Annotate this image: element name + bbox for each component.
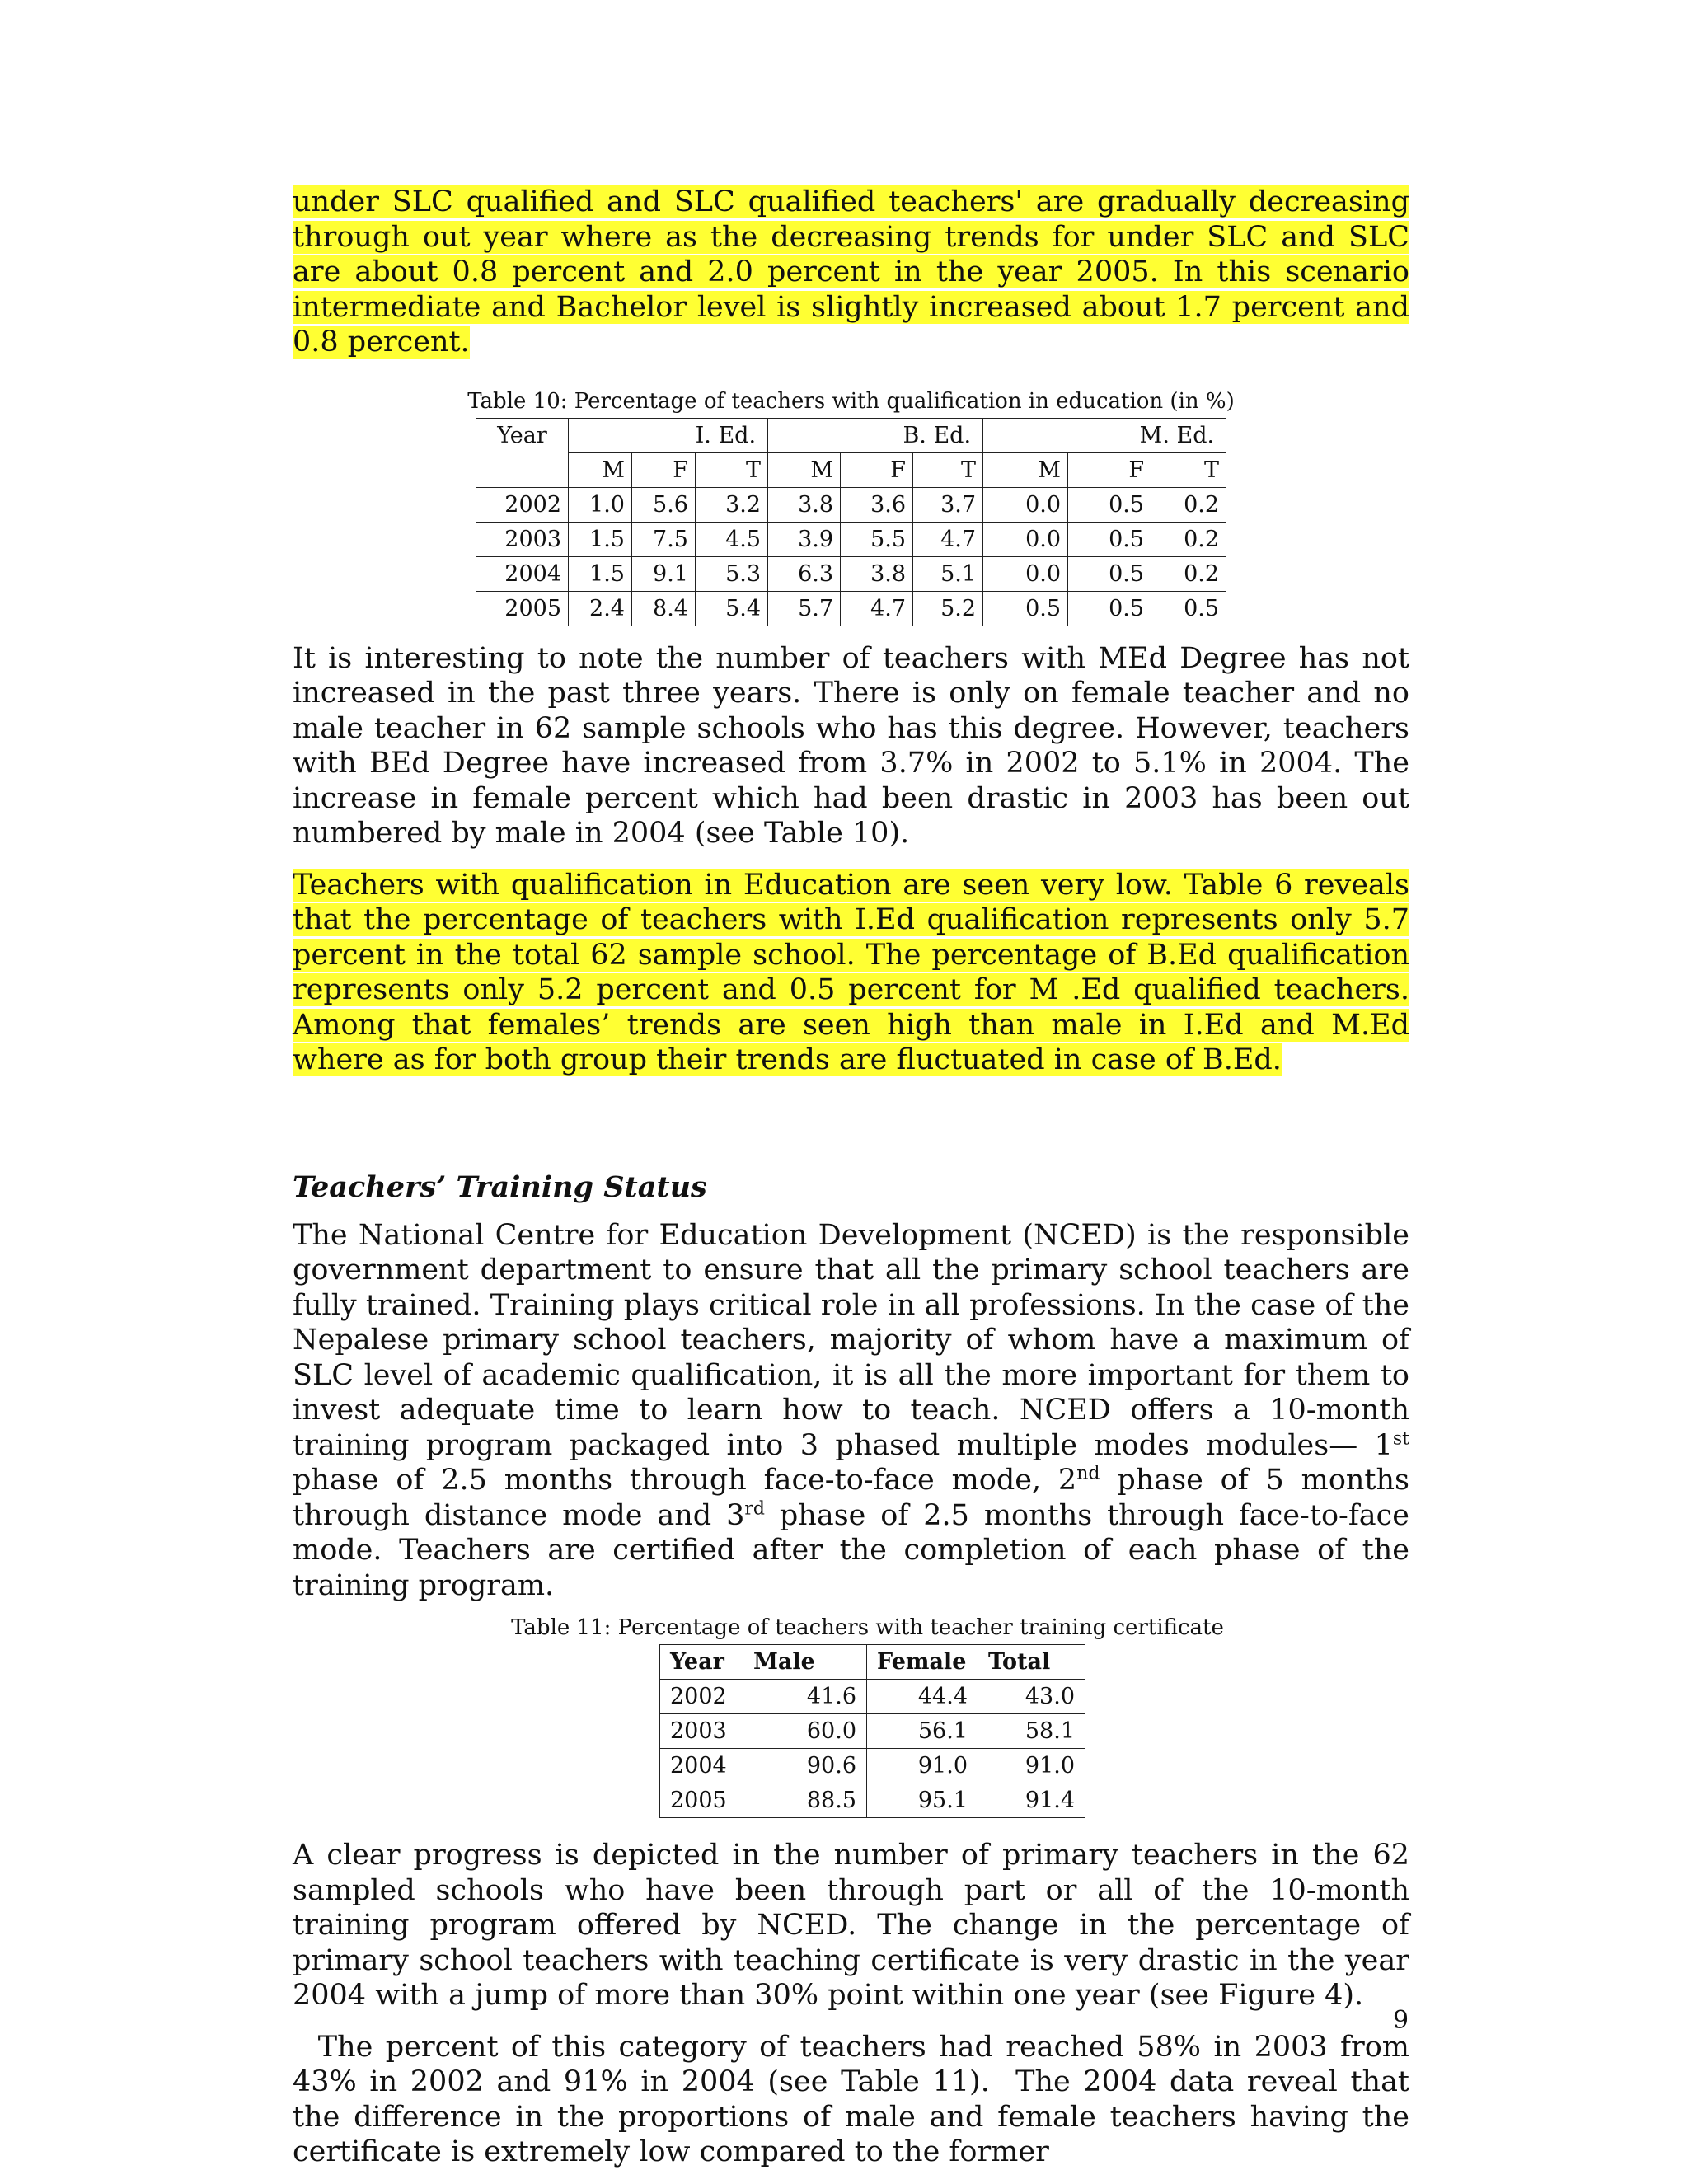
table-row xyxy=(660,1749,1085,1783)
table11-cell: 58.1 xyxy=(978,1714,1085,1749)
table10-cell: 0.5 xyxy=(1068,591,1151,626)
table10-cell: 2.4 xyxy=(569,591,632,626)
table10-cell: 0.5 xyxy=(1068,522,1151,556)
table-row xyxy=(476,591,1226,626)
table11-header-row xyxy=(660,1645,1085,1680)
table10-empty-cell xyxy=(476,452,569,487)
table-row xyxy=(660,1783,1085,1818)
table11-cell: 2003 xyxy=(660,1714,743,1749)
table11-header: Male xyxy=(743,1645,867,1680)
table10-cell: 8.4 xyxy=(632,591,696,626)
table10-cell: 1.0 xyxy=(569,487,632,522)
text-span: phase of 5 months through distance mode and 3 xyxy=(293,1464,1410,1532)
table10-cell: 4.7 xyxy=(841,591,913,626)
table10-sub-header: M xyxy=(983,452,1068,487)
table11-cell: 91.0 xyxy=(867,1749,978,1783)
table11-header: Year xyxy=(660,1645,743,1680)
table10-sub-header: M xyxy=(768,452,841,487)
table11-cell: 90.6 xyxy=(743,1749,867,1783)
table11-cell: 88.5 xyxy=(743,1783,867,1818)
table11-header: Female xyxy=(867,1645,978,1680)
table10-cell: 3.9 xyxy=(768,522,841,556)
table10-sub-header: F xyxy=(632,452,696,487)
table10-cell: 0.0 xyxy=(983,522,1068,556)
text-span: The National Centre for Education Development (NCED) is the responsible government department to ensure that all the primary school teachers are fully trained. Training plays critical role in all professions. In the case of the Nepalese primary school teachers, majority of whom have a maximum of SLC level of academic qualification, it is all the more important for them to invest adequate time to learn how to teach. NCED offers a 10-month training program packaged into 3 phased multiple modes modules— 1 xyxy=(293,1218,1409,1462)
table10-cell: 0.2 xyxy=(1151,487,1226,522)
paragraph-clear-progress: A clear progress is depicted in the number of primary teachers in the 62 sampled schools who have been through part or all of the 10-month training program offered by NCED. The change in the percentage of primary school teachers with teaching certificate is very drastic in the year 2004 with a jump of more than 30% point within one year (see Figure 4). xyxy=(293,1839,1409,2012)
table10-cell: 3.8 xyxy=(841,556,913,591)
table11-caption: Table 11: Percentage of teachers with teacher training certificate xyxy=(511,1615,1224,1640)
table11-header: Total xyxy=(978,1645,1085,1680)
table10-cell: 2005 xyxy=(476,591,569,626)
table10-cell: 7.5 xyxy=(632,522,696,556)
document-page xyxy=(293,185,1419,2170)
table10-sub-header: M xyxy=(569,452,632,487)
table10-cell: 4.5 xyxy=(696,522,768,556)
table10-cell: 0.5 xyxy=(1068,556,1151,591)
table10-cell: 5.6 xyxy=(632,487,696,522)
table10-cell: 3.6 xyxy=(841,487,913,522)
superscript: st xyxy=(1392,1427,1409,1449)
table10-cell: 0.5 xyxy=(1151,591,1226,626)
paragraph-nced xyxy=(293,1218,1409,1604)
highlighted-text: Teachers with qualification in Education are seen very low. Table 6 reveals that the percentage of teachers with I.Ed qualification represents only 5.7 percent in the total 62 sample school. The percentage of B.Ed qualification represents only 5.2 percent and 0.5 percent for M .Ed qualified teachers. Among that females’ trends are seen high than male in I.Ed and M.Ed where as for both group their trends are fluctuated in case of B.Ed. xyxy=(293,868,1409,1076)
table10-cell: 0.2 xyxy=(1151,522,1226,556)
table10-group-bed: B. Ed. xyxy=(768,418,983,452)
table10-cell: 2002 xyxy=(476,487,569,522)
text-span: phase of 2.5 months through face-to-face mode, 2 xyxy=(293,1464,1077,1497)
table10-cell: 0.5 xyxy=(1068,487,1151,522)
table10-cell: 0.0 xyxy=(983,487,1068,522)
table10-cell: 5.3 xyxy=(696,556,768,591)
table10-group-ied: I. Ed. xyxy=(569,418,768,452)
table11-cell: 56.1 xyxy=(867,1714,978,1749)
paragraph-slc-trends xyxy=(293,185,1409,360)
table-row xyxy=(660,1680,1085,1714)
paragraph-percent-category: The percent of this category of teachers had reached 58% in 2003 from 43% in 2002 and 91% in 2004 (see Table 11). The 2004 data reveal that the difference in the proportions of male and female teachers having the certificate is extremely low compared to the former xyxy=(293,2030,1419,2168)
table11-cell: 44.4 xyxy=(867,1680,978,1714)
table10-sub-header: T xyxy=(696,452,768,487)
table10-group-row xyxy=(476,418,1226,452)
table11-cell: 43.0 xyxy=(978,1680,1085,1714)
section-heading: Teachers’ Training Status xyxy=(293,1169,707,1204)
table11-cell: 2002 xyxy=(660,1680,743,1714)
table11-cell: 60.0 xyxy=(743,1714,867,1749)
page-number: 9 xyxy=(1393,2006,1409,2035)
table10-sub-header: F xyxy=(1068,452,1151,487)
table10 xyxy=(476,418,1226,626)
table-row xyxy=(476,487,1226,522)
table10-sub-header: T xyxy=(1151,452,1226,487)
table10-cell: 0.2 xyxy=(1151,556,1226,591)
table10-cell: 2004 xyxy=(476,556,569,591)
table10-cell: 9.1 xyxy=(632,556,696,591)
paragraph-education-qualification xyxy=(293,868,1409,1078)
table11-cell: 91.4 xyxy=(978,1783,1085,1818)
superscript: nd xyxy=(1076,1463,1100,1484)
table11-cell: 41.6 xyxy=(743,1680,867,1714)
table10-cell: 1.5 xyxy=(569,556,632,591)
table11-cell: 95.1 xyxy=(867,1783,978,1818)
table10-cell: 1.5 xyxy=(569,522,632,556)
table-row xyxy=(660,1714,1085,1749)
table10-group-med: M. Ed. xyxy=(983,418,1226,452)
table10-cell: 5.4 xyxy=(696,591,768,626)
table10-cell: 3.8 xyxy=(768,487,841,522)
highlighted-text: under SLC qualified and SLC qualified teachers' are gradually decreasing through out year where as the decreasing trends for under SLC and SLC are about 0.8 percent and 2.0 percent in the year 2005. In this scenario intermediate and Bachelor level is slightly increased about 1.7 percent and 0.8 percent. xyxy=(293,185,1409,359)
table10-cell: 5.7 xyxy=(768,591,841,626)
table11-cell: 2004 xyxy=(660,1749,743,1783)
table10-cell: 4.7 xyxy=(913,522,983,556)
table11-cell: 91.0 xyxy=(978,1749,1085,1783)
table11-cell: 2005 xyxy=(660,1783,743,1818)
table10-cell: 5.1 xyxy=(913,556,983,591)
table-row xyxy=(476,522,1226,556)
text-span: phase of 2.5 months through face-to-face mode. Teachers are certified after the completion of each phase of the training program. xyxy=(293,1498,1409,1602)
table10-sub-header: T xyxy=(913,452,983,487)
table10-cell: 0.0 xyxy=(983,556,1068,591)
table10-caption: Table 10: Percentage of teachers with qualification in education (in %) xyxy=(467,388,1235,414)
table10-cell: 0.5 xyxy=(983,591,1068,626)
paragraph-med-degree: It is interesting to note the number of teachers with MEd Degree has not increased in the past three years. There is only on female teacher and no male teacher in 62 sample schools who has this degree. However, teachers with BEd Degree have increased from 3.7% in 2002 to 5.1% in 2004. The increase in female percent which had been drastic in 2003 has been out numbered by male in 2004 (see Table 10). xyxy=(293,641,1409,850)
table10-year-header: Year xyxy=(476,418,569,452)
table10-sub-header: F xyxy=(841,452,913,487)
table10-cell: 6.3 xyxy=(768,556,841,591)
table-row xyxy=(476,556,1226,591)
superscript: rd xyxy=(744,1497,765,1519)
table10-cell: 3.7 xyxy=(913,487,983,522)
table10-cell: 5.5 xyxy=(841,522,913,556)
table10-cell: 2003 xyxy=(476,522,569,556)
table10-cell: 5.2 xyxy=(913,591,983,626)
table10-cell: 3.2 xyxy=(696,487,768,522)
table10-sub-row xyxy=(476,452,1226,487)
table11 xyxy=(659,1644,1085,1818)
